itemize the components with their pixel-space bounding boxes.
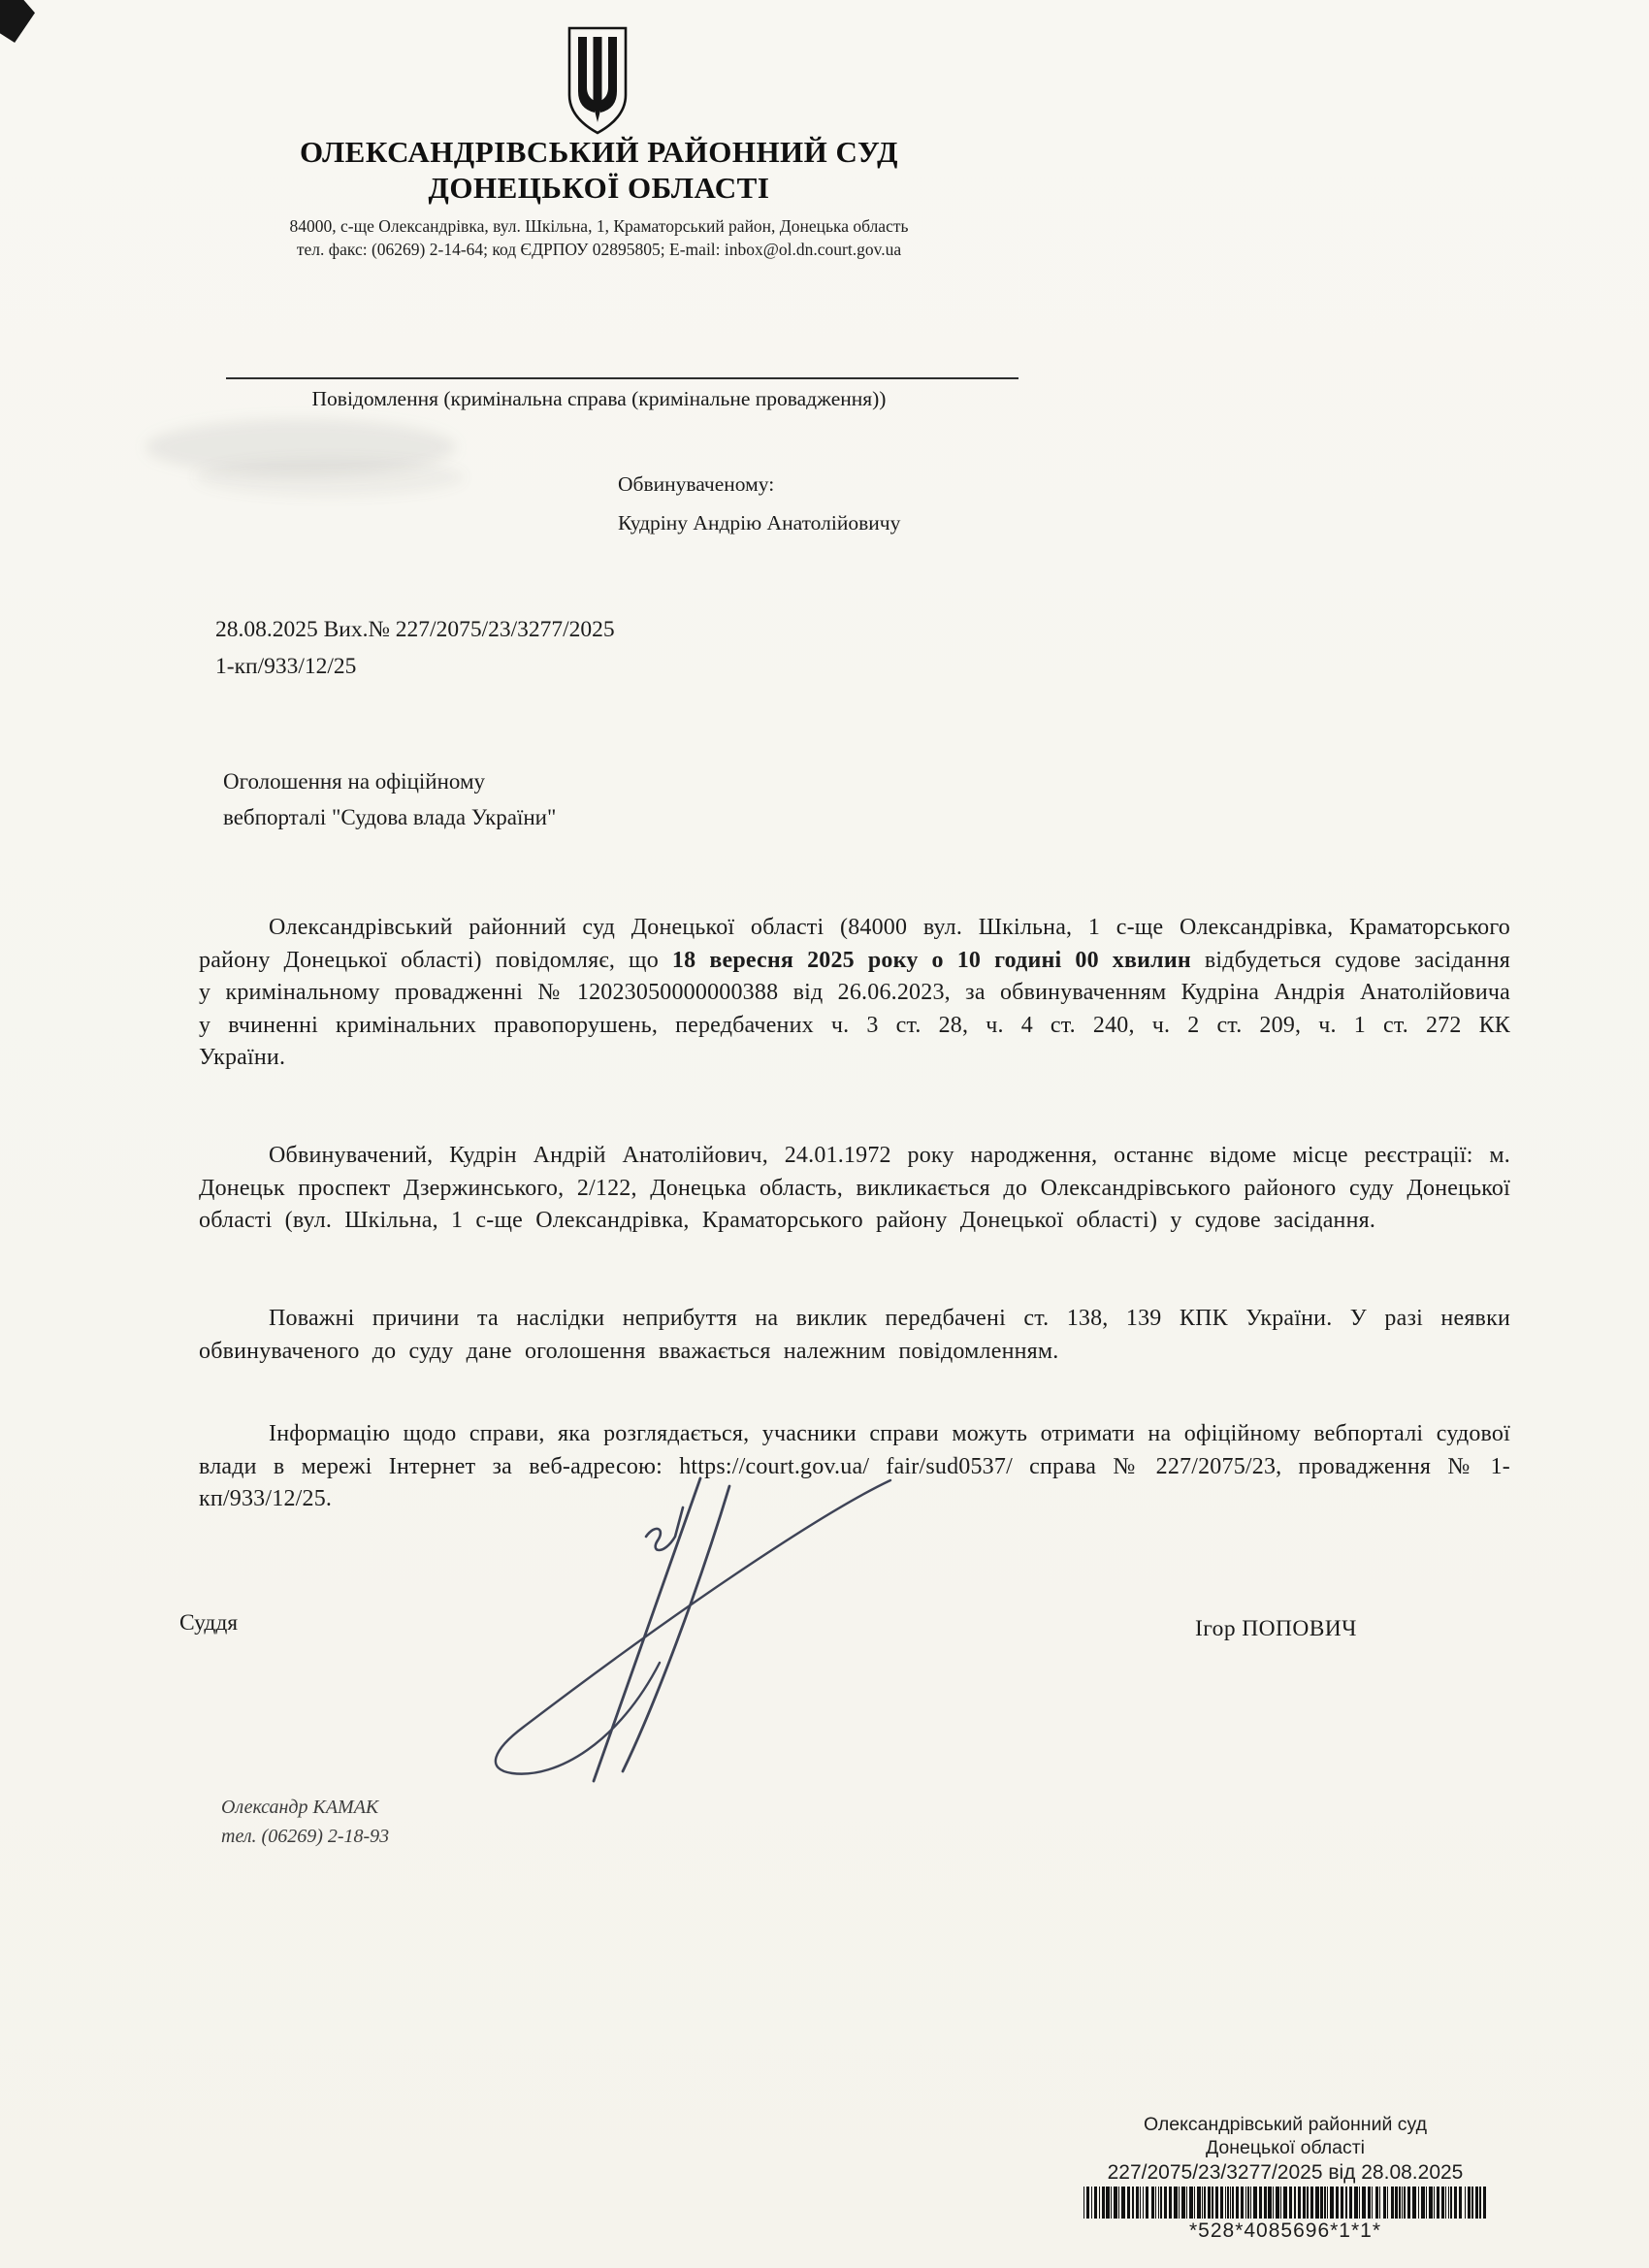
outgoing-number-block (215, 611, 615, 685)
publication-line2: вебпорталі "Судова влада України" (223, 805, 557, 829)
document-title: Повідомлення (кримінальна справа (кримінальне провадження)) (311, 387, 887, 410)
scan-corner-artifact (0, 0, 35, 43)
handwritten-signature-icon (456, 1473, 902, 1793)
addressee-block (618, 465, 900, 542)
court-contacts-line: тел. факс: (06269) 2-14-64; код ЄДРПОУ 02895805; E-mail: inbox@ol.dn.court.gov.ua (296, 240, 902, 259)
body-paragraph-1 (199, 912, 1510, 1075)
scan-smudge (194, 458, 466, 497)
addressee-name: Кудріну Андрію Анатолійовичу (618, 511, 901, 535)
publication-line1: Оголошення на офіційному (223, 769, 486, 794)
body-paragraph-2: Обвинувачений, Кудрін Андрій Анатолійович, 24.01.1972 року народження, останнє відоме місце реєстрації: м. Донецьк проспект Дзержинського, 2/122, Донецька область, викликається до Олександрівського районого суду Донецької області (вул. Шкільна, 1 с-ще Олександрівка, Краматорського району Донецької області) у судове засідання. (199, 1143, 1510, 1233)
letterhead (155, 134, 1043, 261)
barcode-value: *528*4085696*1*1* (1188, 2219, 1381, 2242)
publication-note (223, 763, 556, 835)
court-name-line1: ОЛЕКСАНДРІВСЬКИЙ РАЙОННИЙ СУД (300, 135, 898, 169)
barcode (1059, 2187, 1511, 2219)
paragraph-text: відбудеться судове засідання у кримінальному провадженні № 12023050000000388 від 26.06.2023, за обвинуваченням Кудріна Андрія Анатолійовича у вчиненні кримінальних правопорушень, передбачених ч. 3 ст. 28, ч. 4 ст. 240, ч. 2 ст. 209, ч. 1 ст. 272 КК України. (199, 947, 1510, 1070)
addressee-label: Обвинуваченому: (618, 472, 775, 496)
hearing-date-bold: 18 вересня 2025 року о 10 годині 00 хвилин (671, 947, 1191, 973)
judge-label: Суддя (179, 1610, 239, 1636)
body-paragraph-4: Інформацію щодо справи, яка розглядається, учасники справи можуть отримати на офіційному вебпорталі судової влади в мережі Інтернет за веб-адресою: https://court.gov.ua/ fair/sud0537/ справа № 227/2075/23, провадження № 1-кп/933/12/25. (199, 1421, 1510, 1511)
body-paragraph-3: Поважні причини та наслідки неприбуття на виклик передбачені ст. 138, 139 КПК України. У разі неявки обвинуваченого до суду дане оголошення вважається належним повідомленням. (199, 1306, 1510, 1364)
proceeding-number-line: 1-кп/933/12/25 (215, 654, 357, 679)
stamp-court-line2: Донецької області (1205, 2137, 1366, 2158)
clerk-name: Олександр КАМАК (221, 1797, 379, 1818)
judge-name: Ігор ПОПОВИЧ (1195, 1616, 1357, 1641)
court-name-line2: ДОНЕЦЬКОЇ ОБЛАСТІ (428, 171, 770, 205)
court-address-line: 84000, с-ще Олександрівка, вул. Шкільна, 1, Краматорський район, Донецька область (289, 216, 909, 236)
letterhead-divider (226, 377, 1018, 379)
ukraine-trident-emblem-icon (566, 25, 630, 136)
clerk-phone: тел. (06269) 2-18-93 (221, 1826, 390, 1847)
paragraph-text: Олександрівський районний суд Донецької області (84000 вул. Шкільна, 1 с-ще Олександрівка, Краматорського району Донецької області) повідомляє, що (199, 915, 1510, 973)
date-number-line: 28.08.2025 Вих.№ 227/2075/23/3277/2025 (215, 617, 615, 642)
clerk-block (221, 1793, 389, 1851)
stamp-number-line: 227/2075/23/3277/2025 від 28.08.2025 (1107, 2161, 1464, 2184)
stamp-court-line1: Олександрівський районний суд (1143, 2114, 1428, 2135)
registration-stamp (1028, 2113, 1542, 2243)
